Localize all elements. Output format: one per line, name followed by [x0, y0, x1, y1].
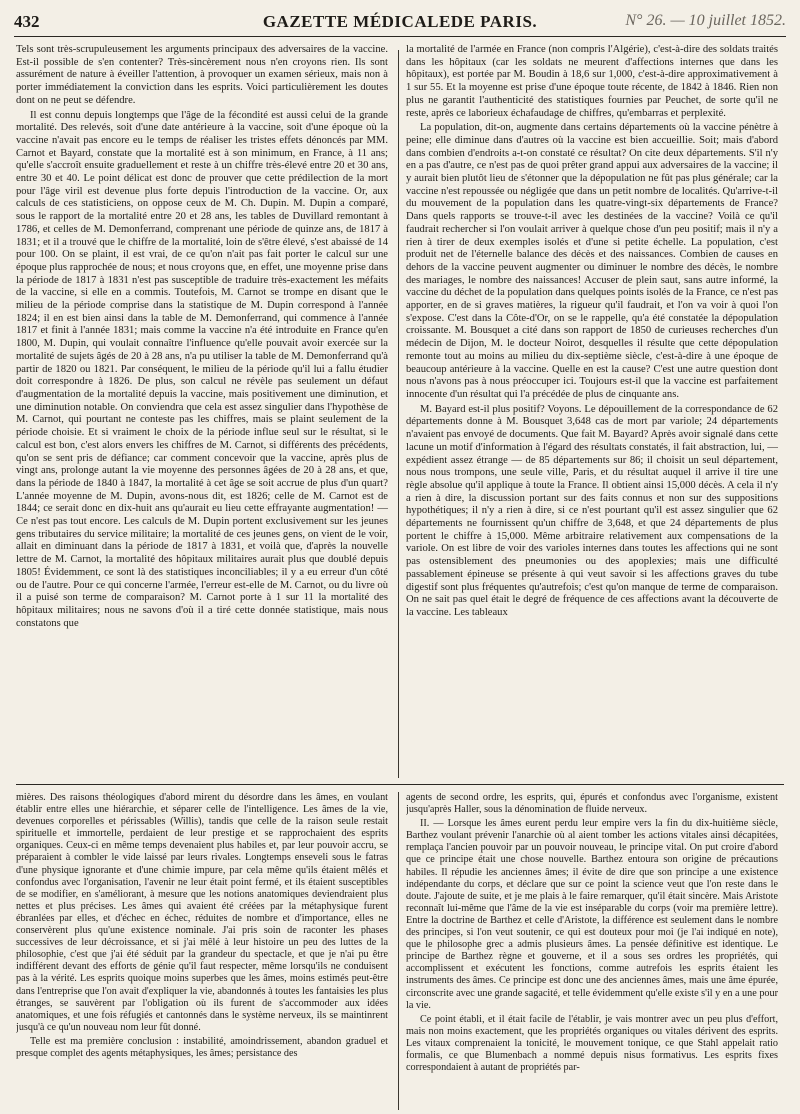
- journal-title: GAZETTE MÉDICALEDE PARIS.: [262, 12, 538, 31]
- feuilleton-divider: [16, 784, 784, 785]
- feuilleton: [16, 792, 784, 1110]
- issue-date: N° 26. — 10 juillet 1852.: [625, 12, 786, 29]
- feuilleton-left-column: [16, 792, 388, 1110]
- paragraph: M. Bayard est-il plus positif? Voyons. Le dépouillement de la correspondance de 62 départements donne à M. Bousquet 3,648 cas de mort par variole; 24 départements n'avaient pas envoyé de documents. Que fait M. Bayard? Après avoir signalé dans cette lacune un motif d'information à l'égard des résultats constatés, il fait abstraction, lui, — expédient assez étrange — de 85 départements sur 86; il choisit un seul département, nous nous trompons, une seule ville, Paris, et du résultat auquel il arrive il tire une règle absolue qu'il applique à toute la France. Il obtient ainsi 15,000 décès. A cela il n'y a rien à dire, la discussion portant sur des faits connus et non sur des suppositions hypothétiques; il n'y a rien à dire, si ce n'est pourtant qu'il est assez singulier que 62 départements ne fournissent qu'un chiffre de 3,648, et que 24 départements de plus portent le chiffre à 15,000. Même arbitraire relativement aux compensations de la variole. On est libre de voir des varioles internes dans toutes les affections qui ne sont pas ostensiblement des pneumonies ou des apoplexies; mais une difficulté passablement épineuse se présente à qui veut savoir si les affections graves du tube digestif sont plus fréquentes qu'autrefois; c'est qu'on manque de terme de comparaison. On ne sait pas quel était le degré de fréquence de ces affections avant la découverte de la vaccine. Les tableaux: [406, 403, 778, 618]
- paragraph: Il est connu depuis longtemps que l'âge de la fécondité est aussi celui de la grande mortalité. Des relevés, soit d'une date antérieure à la vaccine, soit d'une époque où la vaccine n'avait pas encore eu le temps de réaliser les tristes effets dénoncés par MM. Carnot et Bayard, constate que la mortalité est à son minimum, en France, à 11 ans; qu'elle s'accroît ensuite graduellement et reste à un chiffre très-élevé entre 20 et 30 ans, entre 30 et 40. Le point délicat est donc de prouver que cette prédilection de la mort pour l'âge viril est devenue plus forte depuis l'introduction de la vaccine. Or, aux calculs de ces statisticiens, on oppose ceux de M. Ch. Dupin. M. Dupin a comparé, sous le rapport de la mortalité entre 20 et 28 ans, les tables de Duvillard remontant à 1786, et celles de M. Demonferrand, comprenant une période de quinze ans, de 1817 à 1831; et il a trouvé que le chiffre de la mortalité, loin de s'être élevé, s'est abaissé de 14 pour 100. On se plaint, il est vrai, de ce qu'on n'ait pas fait porter le calcul sur une époque plus rapprochée de nous; et nous croyons que, en effet, une moyenne prise dans la période de 1817 à 1831 n'est pas susceptible de traduire très-exactement les méfaits de la vaccine, si elle en a commis. Toutefois, M. Carnot se trompe en disant que le milieu de la période comprise dans la statistique de M. Dupin correspond à l'année 1824; il en est bien ainsi dans la table de M. Demonferrand, qui commence à l'année 1817 et finit à l'année 1831; mais comme la vaccine n'a été introduite en France qu'en 1800, M. Dupin, qui voulait connaître l'influence qu'elle pouvait avoir exercée sur la mortalité de sujets âgés de 20 à 28 ans, n'a pu utiliser la table de M. Demonferrand qu'à partir de 1820 ou 1821. Par conséquent, le milieu de la période qu'il lui a fallu étudier doit correspondre à 1826. De plus, son calcul ne révèle pas seulement un défaut d'augmentation de la mortalité depuis la vaccine, mais positivement une diminution, et une diminution notable. On conviendra que cela est assez singulier dans l'hypothèse de M. Carnot, qui pourtant ne conteste pas les chiffres, mais se plaint seulement de la période choisie. Et si vraiment le choix de la période influe seul sur le résultat, si le calcul est bon, c'est alors envers les chiffres de M. Carnot, si différents des précédents, qu'on se sent pris de défiance; car comment concevoir que la vaccine, après plus de vingt ans, prolonge autant la vie moyenne des personnes âgées de 20 à 28 ans, et que, dans la période de 1840 à 1847, la mortalité à cet âge se soit accrue de plus d'un quart? L'année moyenne de M. Dupin, avons-nous dit, est 1826; celle de M. Carnot est de 1844; ce serait donc en dix-huit ans qu'aurait eu lieu cette effrayante augmentation! — Ce n'est pas tout encore. Les calculs de M. Dupin portent exclusivement sur les jeunes gens tributaires du service militaire; la mortalité de ces jeunes gens, on vient de le voir, allait en diminuant dans la période de 1817 à 1831, et voilà que, d'après la nouvelle lettre de M. Carnot, la mortalité des hôpitaux militaires aurait plus que doublé depuis 1805! Évidemment, ce sont là des statistiques inconciliables; il y a eu erreur d'un côté ou de l'autre. Pour ce qui concerne l'armée, l'erreur est-elle de M. Carnot, ou du livre où il a puisé son terme de comparaison? M. Carnot porte à 1 sur 11 la mortalité des hôpitaux militaires; nous ne savons d'où il a tiré cette donnée statistique, mais nous constatons que: [16, 109, 388, 629]
- column-divider: [398, 792, 399, 1110]
- paragraph: II. — Lorsque les âmes eurent perdu leur empire vers la fin du dix-huitième siècle, Barthez voulant prévenir l'anarchie où al aient tomber les actions vitales ainsi décapitées, remplaça l'ancien pouvoir par un pouvoir nouveau, le principe vital. On put croire d'abord que ce principe était une chose nouvelle. Barthez entoura son origine de précautions habiles. Il répudie les anciennes âmes; il évite de dire que son principe a une existence indépendante du corps, et déclare que sur ce point la science veut que l'on reste dans le doute. J'ajoute de suite, et je me plais à le faire remarquer, qu'il était sincère. Mais Aristote reconnaît lui-même que l'âme de la vie est inséparable du corps (voir ma première lettre). Entre la doctrine de Barthez et celle d'Aristote, la différence est seulement dans le nombre des principes, si l'on veut soutenir, ce qui est douteux pour moi (je l'ai indiqué en note), que le philosophe grec a admis plusieurs âmes. La pensée définitive est identique. Le principe de Barthez règne et gouverne, et il a sous ses ordres les propriétés, qui accomplissent et exécutent les fonctions, comme autrefois les esprits étaient les instruments des âmes. Ce principe est donc une des anciennes âmes, mais une âme épurée, circonscrite avec une grande sagacité, et telle évidemment qu'elle existe s'il y en a une pour la vie.: [406, 818, 778, 1011]
- page-number: 432: [14, 12, 40, 31]
- paragraph: mières. Des raisons théologiques d'abord mirent du désordre dans les âmes, en voulant établir entre elles une hiérarchie, et séparer celle de l'intelligence. Les âmes de la vie, devenues corporelles et périssables (Willis), tandis que celle de la raison seule restait spirituelle et immortelle, perdaient de leur prestige et se rapprochaient des esprits organiques. Ceux-ci en même temps devenaient plus habiles et, par leur pouvoir accru, se préparaient à combler le vide laissé par leurs rivales. Longtemps enseveli sous le fatras d'une physique ignorante et d'une chimie impure, par cela même qu'ils étaient mêlés et confondus avec l'organisation, l'avenir ne leur était point fermé, et ils étaient susceptibles de se modifier, en s'améliorant, à mesure que les notions anatomiques deviendraient plus nettes et plus précises. Les âmes qui avaient été créées par la métaphysique furent ébranlées par elles, et d'échec en échec, réduites de nombre et d'importance, elles ne conservèrent plus qu'une existence nominale. J'ai pris soin de raconter les phases successives de leur décroissance, et si j'ai mêlé à leur histoire un peu des luttes de la philosophie, c'est que j'ai été séduit par la grandeur du spectacle, et que je n'ai pu être indifférent devant des efforts de génie qu'il faut respecter, même lorsqu'ils ne conduisent pas à la vérité. Les esprits quoique moins superbes que les âmes, moins estimés peut-être dans l'entreprise que l'on avait d'expliquer la vie, abandonnés à toutes les fantaisies les plus étranges, se sauvèrent par l'obligation où ils furent de s'accommoder aux idées anatomiques, et une fois réfugiés et cantonnés dans le système nerveux, ils se maintinrent jusqu'à ce qu'un nouveau nom leur fût donné.: [16, 792, 388, 1033]
- feuilleton-right-column: [406, 792, 778, 1110]
- paragraph: Telle est ma première conclusion : instabilité, amoindrissement, abandon graduel et presque complet des agents métaphysiques, les âmes; persistance des: [16, 1035, 388, 1059]
- paragraph: La population, dit-on, augmente dans certains départements où la vaccine pénètre à peine; elle diminue dans d'autres où la vaccine est bien accueillie. Soit; mais d'abord dans combien d'endroits a-t-on constaté ce résultat? On cite deux départements. S'il n'y en a pas d'autre, ce n'est pas de quoi prêter grand appui aux adversaires de la vaccine; il y aurait bien plutôt lieu de s'étonner que la dépopulation ne fût pas plus générale; car la vaccine n'est repoussée ou négligée que dans un petit nombre de localités. Qu'arrive-t-il du mouvement de la population dans les quatre-vingt-six départements de France? Dans quels rapports se trouve-t-il avec les destinées de la vaccine? Voilà ce qu'il faudrait rechercher si l'on voulait arriver à quelque chose d'un peu positif; mais il n'y a rien à tirer de deux exemples isolés et d'une si petite échelle. La population, c'est produit net de l'éternelle balance des décès et des naissances. Combien de causes en dehors de la vaccine peuvent augmenter ou diminuer le nombre des décès, le nombre des mariages, le nombre des naissances! Accuser de plein saut, sans autre informé, la vaccine du déchet de la population dans quelques points isolés de la France, ce n'est pas apporter, en de si graves matières, la rigueur qu'il faudrait, et l'on va voir à quoi l'on s'expose. C'est dans la Côte-d'Or, on se le rappelle, qu'a été constatée la dépopulation croissante. M. Bousquet a cité dans son rapport de 1850 de curieuses recherches d'un médecin de Dijon, M. le docteur Noirot, desquelles il résulte que cette dépopulation remonte tout au moins au milieu du dix-septième siècle, c'est-à-dire à une époque de beaucoup antérieure à la vaccine. Quelle en est la cause? C'est une autre question dont nous n'avons pas à nous préoccuper ici. Toujours est-il que la vaccine est parfaitement innocente d'un résultat qui l'a précédée de plus de cinquante ans.: [406, 122, 778, 400]
- paragraph: la mortalité de l'armée en France (non compris l'Algérie), c'est-à-dire des soldats traités dans les hôpitaux (car les soldats ne meurent d'affections internes que dans les hôpitaux), est portée par M. Boudin à 18,6 sur 1,000, c'est-à-dire approximativement à 1 sur 55. Et la moyenne est prise d'une époque toute récente, de 1842 à 1846. Rien non plus ne garantit l'authenticité des statistiques fournies par Peuchet, de sorte qu'il ne reste, après ce laborieux échafaudage de chiffres, qu'embarras et perplexité.: [406, 44, 778, 119]
- left-column: [16, 44, 388, 778]
- main-article: [16, 44, 784, 778]
- paragraph: Tels sont très-scrupuleusement les arguments principaux des adversaires de la vaccine. Est-il possible de s'en contenter? Très-sincèrement nous n'en croyons rien. Ils sont assurément de nature à éveiller l'attention, à provoquer un examen sérieux, mais non à porter immédiatement la conviction dans les esprits. Voici particulièrement les doutes dont on ne peut se défendre.: [16, 44, 388, 106]
- column-divider: [398, 50, 399, 778]
- page-header: [14, 10, 786, 37]
- paragraph: Ce point établi, et il était facile de l'établir, je vais montrer avec un peu plus d'effort, mais non moins exactement, que les propriétés organiques ou vitales dérivent des esprits. Les vitaux comprenaient la tonicité, le mouvement tonique, ce que Stahl appelait ratio formalis, ce que Blumenbach a nommé depuis nisus formativus. Les esprits fixes correspondaient à autant de propriétés par-: [406, 1013, 778, 1074]
- paragraph: agents de second ordre, les esprits, qui, épurés et confondus avec l'organisme, existent jusqu'après Haller, sous la dénomination de fluide nerveux.: [406, 792, 778, 816]
- right-column: [406, 44, 778, 778]
